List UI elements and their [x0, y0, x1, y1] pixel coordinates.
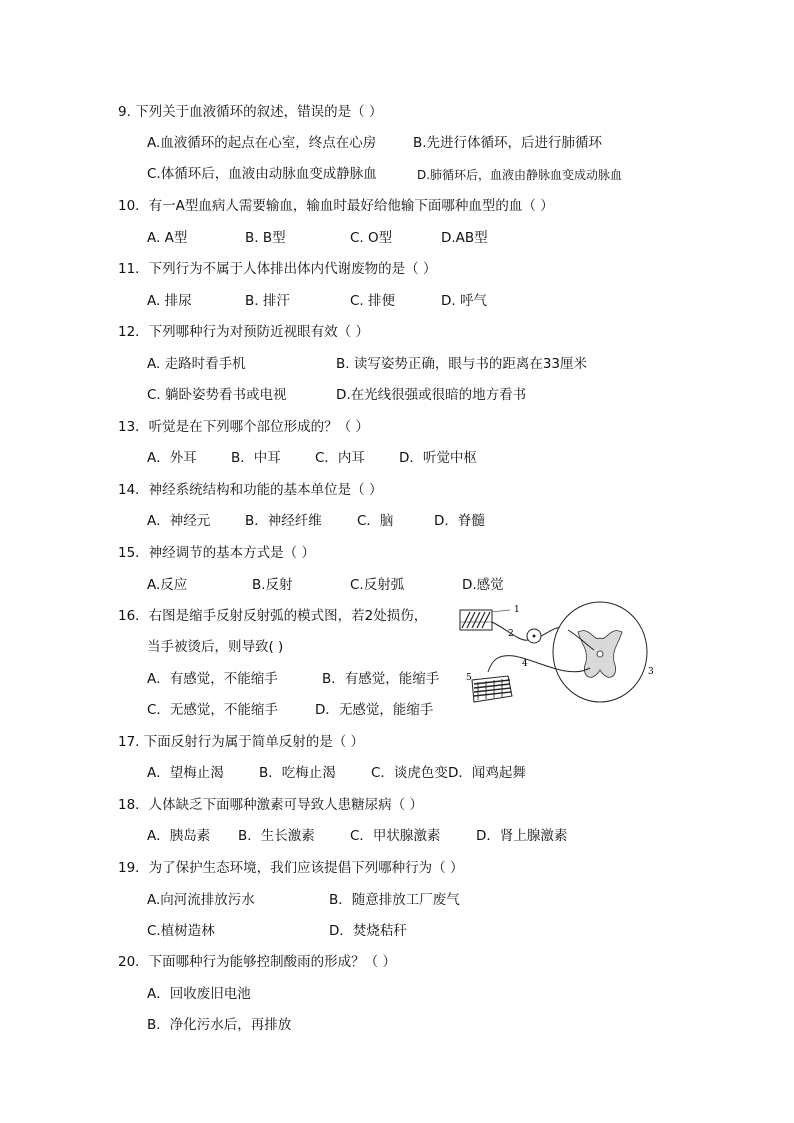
figure-label-3: 3 — [648, 667, 654, 677]
question-14-option-d: D．脊髓 — [434, 513, 485, 529]
question-19-option-d: D．焚烧秸秆 — [329, 923, 407, 939]
reflex-arc-diagram — [458, 600, 654, 716]
figure-label-2: 2 — [508, 629, 514, 639]
question-17-option-d: D．闻鸡起舞 — [448, 765, 526, 781]
question-16-stem-line2: 当手被烫后，则导致( ) — [147, 639, 284, 655]
question-16-option-d: D．无感觉，能缩手 — [315, 702, 434, 718]
receptor-skin — [460, 610, 492, 630]
question-17-option-c: C．谈虎色变 — [371, 765, 448, 781]
question-15-option-b: B.反射 — [252, 577, 293, 593]
question-18-stem: 18．人体缺乏下面哪种激素可导致人患糖尿病（ ） — [118, 797, 423, 813]
question-11-option-a: A. 排尿 — [147, 293, 192, 309]
question-16-option-b: B．有感觉，能缩手 — [322, 671, 440, 687]
question-9-option-b: B.先进行体循环，后进行肺循环 — [413, 135, 603, 151]
question-12-option-c: C. 躺卧姿势看书或电视 — [147, 387, 287, 403]
question-19-option-a: A.向河流排放污水 — [147, 892, 255, 908]
question-14-option-a: A．神经元 — [147, 513, 211, 529]
question-13-stem: 13．听觉是在下列哪个部位形成的？（ ） — [118, 419, 369, 435]
figure-label-4: 4 — [522, 659, 528, 669]
question-12-option-b: B. 读写姿势正确，眼与书的距离在33厘米 — [336, 356, 588, 372]
question-16-option-a: A．有感觉，不能缩手 — [147, 671, 278, 687]
question-14-option-c: C．脑 — [357, 513, 394, 529]
question-18-option-d: D．肾上腺激素 — [476, 828, 568, 844]
question-10-stem: 10．有一A型血病人需要输血，输血时最好给他输下面哪种血型的血（ ） — [118, 198, 554, 214]
question-11-option-d: D. 呼气 — [441, 293, 487, 309]
question-17-stem: 17. 下面反射行为属于简单反射的是（ ） — [118, 734, 365, 750]
question-16-option-c: C．无感觉，不能缩手 — [147, 702, 278, 718]
figure-label-5: 5 — [466, 673, 472, 683]
question-20-option-a: A．回收废旧电池 — [147, 986, 251, 1002]
question-9-option-a: A.血液循环的起点在心室，终点在心房 — [147, 135, 377, 151]
question-9-option-d: D.肺循环后，血液由静脉血变成动脉血 — [417, 168, 623, 182]
question-14-stem: 14．神经系统结构和功能的基本单位是（ ） — [118, 482, 383, 498]
question-9-option-c: C.体循环后，血液由动脉血变成静脉血 — [147, 166, 377, 182]
question-20-stem: 20．下面哪种行为能够控制酸雨的形成？（ ） — [118, 954, 396, 970]
question-15-option-a: A.反应 — [147, 577, 188, 593]
question-10-option-a: A. A型 — [147, 230, 188, 246]
question-13-option-b: B．中耳 — [231, 450, 281, 466]
question-18-option-c: C．甲状腺激素 — [350, 828, 441, 844]
question-12-option-a: A. 走路时看手机 — [147, 356, 246, 372]
question-11-option-c: C. 排便 — [350, 293, 396, 309]
question-13-option-a: A．外耳 — [147, 450, 197, 466]
question-17-option-a: A．望梅止渴 — [147, 765, 224, 781]
question-18-option-b: B．生长激素 — [238, 828, 315, 844]
question-17-option-b: B．吃梅止渴 — [259, 765, 336, 781]
question-15-option-d: D.感觉 — [462, 577, 504, 593]
question-16-stem-line1: 16．右图是缩手反射反射弧的模式图，若2处损伤， — [118, 608, 428, 624]
question-9-stem: 9. 下列关于血液循环的叙述，错误的是（ ） — [118, 104, 383, 120]
question-12-stem: 12．下列哪种行为对预防近视眼有效（ ） — [118, 324, 369, 340]
question-10-option-d: D.AB型 — [441, 230, 488, 246]
question-18-option-a: A．胰岛素 — [147, 828, 211, 844]
spinal-cord — [553, 602, 647, 702]
question-11-option-b: B. 排汗 — [245, 293, 290, 309]
question-10-option-b: B. B型 — [245, 230, 286, 246]
question-19-option-b: B．随意排放工厂废气 — [329, 892, 460, 908]
figure-label-1: 1 — [514, 605, 520, 615]
question-19-option-c: C.植树造林 — [147, 923, 215, 939]
question-10-option-c: C. O型 — [350, 230, 393, 246]
question-15-option-c: C.反射弧 — [350, 577, 405, 593]
question-13-option-c: C．内耳 — [315, 450, 365, 466]
question-12-option-d: D.在光线很强或很暗的地方看书 — [336, 387, 527, 403]
question-11-stem: 11．下列行为不属于人体排出体内代谢废物的是（ ） — [118, 261, 437, 277]
question-14-option-b: B．神经纤维 — [245, 513, 322, 529]
effector-muscle — [472, 676, 512, 702]
question-13-option-d: D．听觉中枢 — [399, 450, 477, 466]
question-19-stem: 19．为了保护生态环境，我们应该提倡下列哪种行为（ ） — [118, 860, 464, 876]
reflex-arc-figure — [458, 600, 654, 716]
question-20-option-b: B．净化污水后，再排放 — [147, 1017, 292, 1033]
question-15-stem: 15．神经调节的基本方式是（ ） — [118, 545, 315, 561]
